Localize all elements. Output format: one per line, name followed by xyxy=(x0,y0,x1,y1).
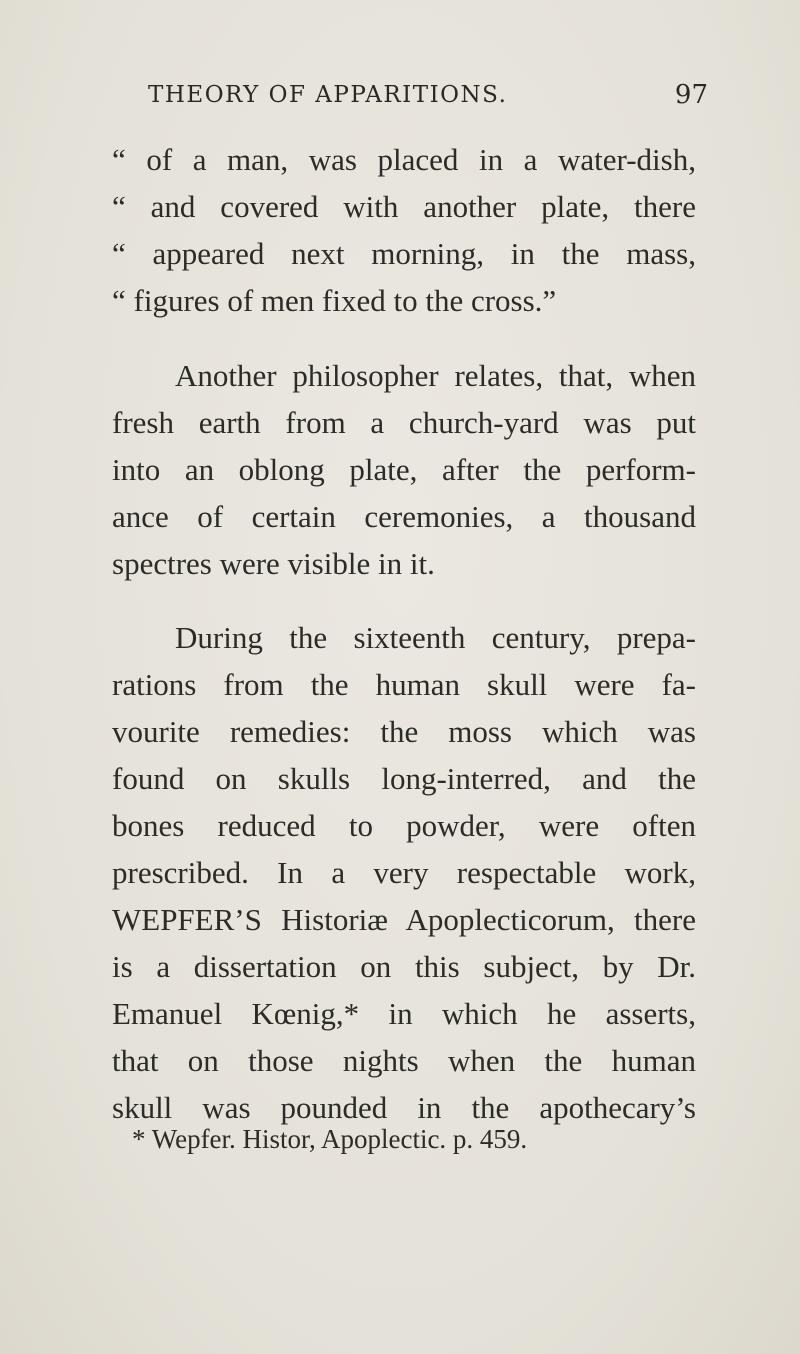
text-line: rations from the human skull were fa- xyxy=(112,667,696,702)
running-title: THEORY OF APPARITIONS. xyxy=(148,82,508,108)
text-line: into an oblong plate, after the perform- xyxy=(112,452,696,487)
text-line: vourite remedies: the moss which was xyxy=(112,714,696,749)
text-line-last: skull was pounded in the apothecary’s xyxy=(112,1090,696,1125)
text-line: “ figures of men fixed to the cross.” xyxy=(112,283,557,318)
text-line: “ appeared next morning, in the mass, xyxy=(112,236,696,271)
text-line: fresh earth from a church-yard was put xyxy=(112,405,696,440)
text-line: WEPFER’S Historiæ Apoplecticorum, there xyxy=(112,902,696,937)
footnote: * Wepfer. Histor, Apoplectic. p. 459. xyxy=(132,1124,528,1154)
text-line: found on skulls long-interred, and the xyxy=(112,761,696,796)
text-line: spectres were visible in it. xyxy=(112,546,435,581)
page-number: 97 xyxy=(674,80,708,110)
text-line: During the sixteenth century, prepa- xyxy=(175,620,696,655)
text-line: “ of a man, was placed in a water-dish, xyxy=(112,142,696,177)
text-line: Emanuel Kœnig,* in which he asserts, xyxy=(112,996,696,1031)
text-line: ance of certain ceremonies, a thousand xyxy=(112,499,696,534)
text-line: is a dissertation on this subject, by Dr. xyxy=(112,949,696,984)
text-line: “ and covered with another plate, there xyxy=(112,189,696,224)
text-line: that on those nights when the human xyxy=(112,1043,696,1078)
running-head xyxy=(148,82,708,118)
text-line: Another philosopher relates, that, when xyxy=(175,358,696,393)
text-line: prescribed. In a very respectable work, xyxy=(112,855,696,890)
text-line: bones reduced to powder, were often xyxy=(112,808,696,843)
